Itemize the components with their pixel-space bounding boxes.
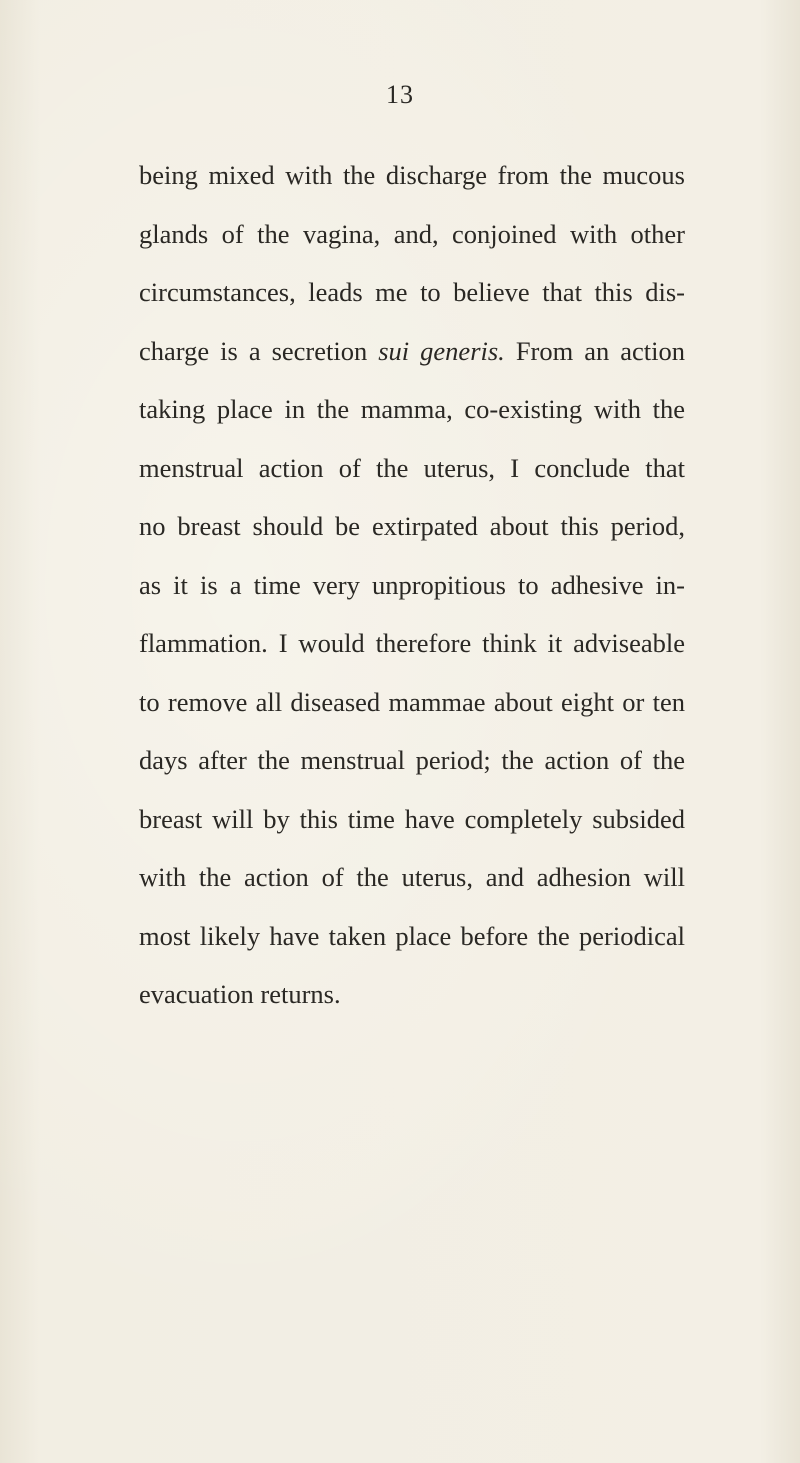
page-number: 13 (386, 80, 414, 109)
text-line: taking place in the mamma, co-existing with the (139, 394, 685, 424)
text-segment: From an action (504, 335, 686, 366)
text-segment: charge is a secretion (139, 335, 379, 366)
italic-phrase: sui generis. (378, 335, 505, 366)
text-line: being mixed with the discharge from the mucous (139, 160, 685, 190)
text-line: as it is a time very unpropitious to adhesive in- (139, 569, 685, 600)
text-line: flammation. I would therefore think it adviseable (139, 628, 685, 658)
text-line: days after the menstrual period; the action of the (139, 745, 685, 775)
text-line: breast will by this time have completely subsided (139, 803, 685, 834)
text-line: to remove all diseased mammae about eight or ten (139, 686, 685, 717)
text-line: circumstances, leads me to believe that this dis- (139, 277, 685, 307)
text-line: with the action of the uterus, and adhesion will (139, 862, 685, 892)
text-line: glands of the vagina, and, conjoined with other (139, 218, 685, 249)
body-paragraph (139, 146, 685, 1024)
text-line: no breast should be extirpated about this period, (139, 511, 685, 541)
text-line (139, 322, 685, 381)
text-line: evacuation returns. (139, 979, 341, 1009)
text-line: menstrual action of the uterus, I conclude that (139, 452, 685, 483)
text-line: most likely have taken place before the periodical (139, 920, 685, 951)
